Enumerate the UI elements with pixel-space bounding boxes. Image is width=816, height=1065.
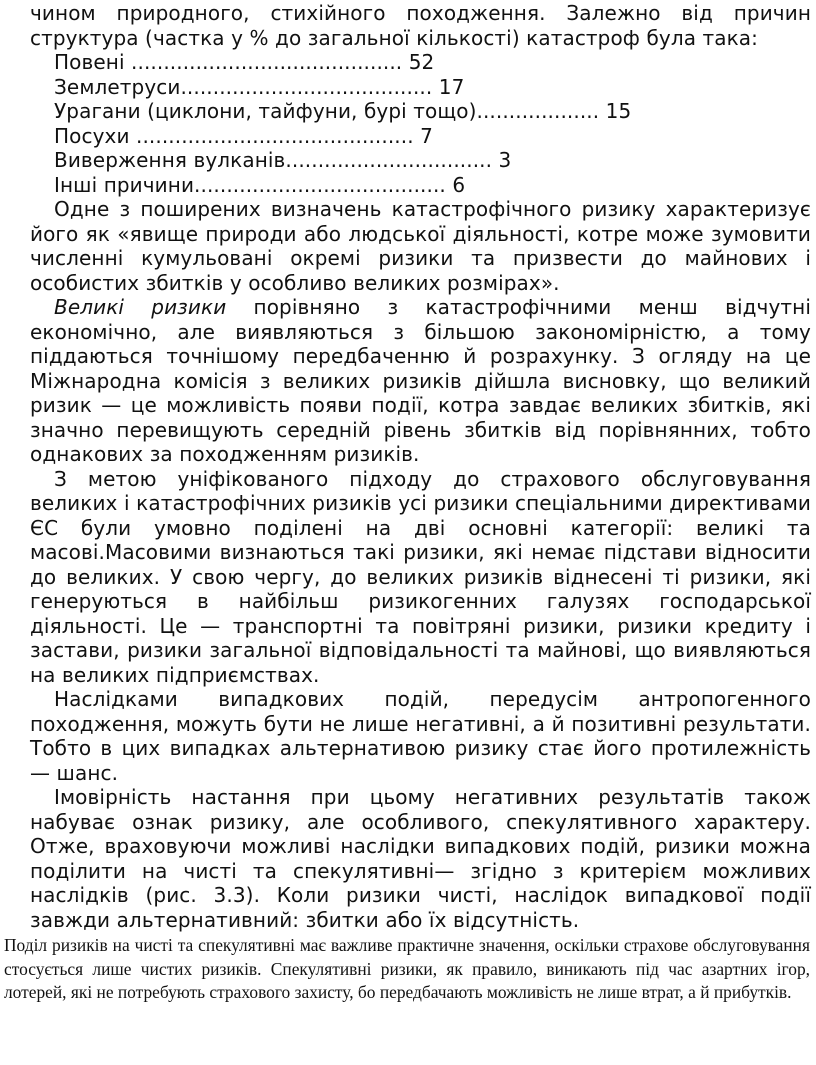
consequences-paragraph: Наслідками випадкових подій, передусім антропогенного походження, можуть бути не лише негативні, а й позитивні результати. Тобто в цих випадках альтернативою ризику стає його протилежність — шанс. xyxy=(30,687,811,785)
catastrophic-risk-paragraph: Одне з поширених визначень катастрофічного ризику характеризує його як «явище природи або людської діяльності, котре може зумовити численні кумульовані окремі ризики та призвести до майнових і особистих збитків у особливо великих розмірах». xyxy=(30,197,811,295)
large-risks-term: Великі ризики xyxy=(54,295,227,319)
pure-speculative-division-paragraph: Поділ ризиків на чисті та спекулятивні має важливе практичне значення, оскільки страхове обслуговування стосується лише чистих ризиків. Спекулятивні ризики, як правило, виникають під час азартних ігор, лотерей, які не потребують страхового захисту, бо передбачають можливість не лише втрат, а й прибутків. xyxy=(4,935,810,1002)
large-risks-text: порівняно з катастрофічними менш відчутні економічно, але виявляються з більшою закономірністю, а тому піддаються точнішому передбаченню й розрахунку. З огляду на це Міжнародна комісія з великих ризиків дійшла висновку, що великий ризик — це можливість появи події, котра завдає великих збитків, які значно перевищують середній рівень збитків від порівнянних, тобто однакових за походженням ризиків. xyxy=(30,295,811,466)
speculative-risk-paragraph: Імовірність настання при цьому негативних результатів також набуває ознак ризику, але особливого, спекулятивного характеру. Отже, враховуючи можливі наслідки випадкових подій, ризики можна поділити на чисті та спекулятивні— згідно з критерієм можливих наслідків (рис. 3.3). Коли ризики чисті, наслідок випадкової події завжди альтернативний: збитки або їх відсутність. xyxy=(30,785,811,932)
large-risks-paragraph xyxy=(30,295,811,467)
list-item-other: Інші причини....................................... 6 xyxy=(54,172,466,197)
document-page xyxy=(4,0,811,1005)
list-item-hurricanes: Урагани (циклони, тайфуни, бурі тощо)................... 15 xyxy=(54,99,632,123)
list-item-earthquakes: Землетруси....................................... 17 xyxy=(54,74,465,99)
disaster-structure-list xyxy=(30,50,811,197)
list-item-volcanoes: Виверження вулканів................................ 3 xyxy=(54,148,512,172)
eu-categories-paragraph: З метою уніфікованого підходу до страхового обслуговування великих і катастрофічних ризиків усі ризики спеціальними директивами ЄС були умовно поділені на дві основні категорії: великі та масові.Масовими визнаються такі ризики, які немає підстави відносити до великих. У свою чергу, до великих ризиків віднесені ті ризики, які генеруються в найбільш ризикогенних галузях господарської діяльності. Це — транспортні та повітряні ризики, ризики кредиту і застави, ризики загальної відповідальності та майнові, що виявляються на великих підприємствах. xyxy=(30,466,811,687)
list-item-floods: Повені .......................................... 52 xyxy=(54,50,435,74)
intro-paragraph: чином природного, стихійного походження. Залежно від причин структура (частка у % до загальної кількості) катастроф була така: xyxy=(30,1,811,50)
list-item-droughts: Посухи ........................................... 7 xyxy=(54,123,433,148)
